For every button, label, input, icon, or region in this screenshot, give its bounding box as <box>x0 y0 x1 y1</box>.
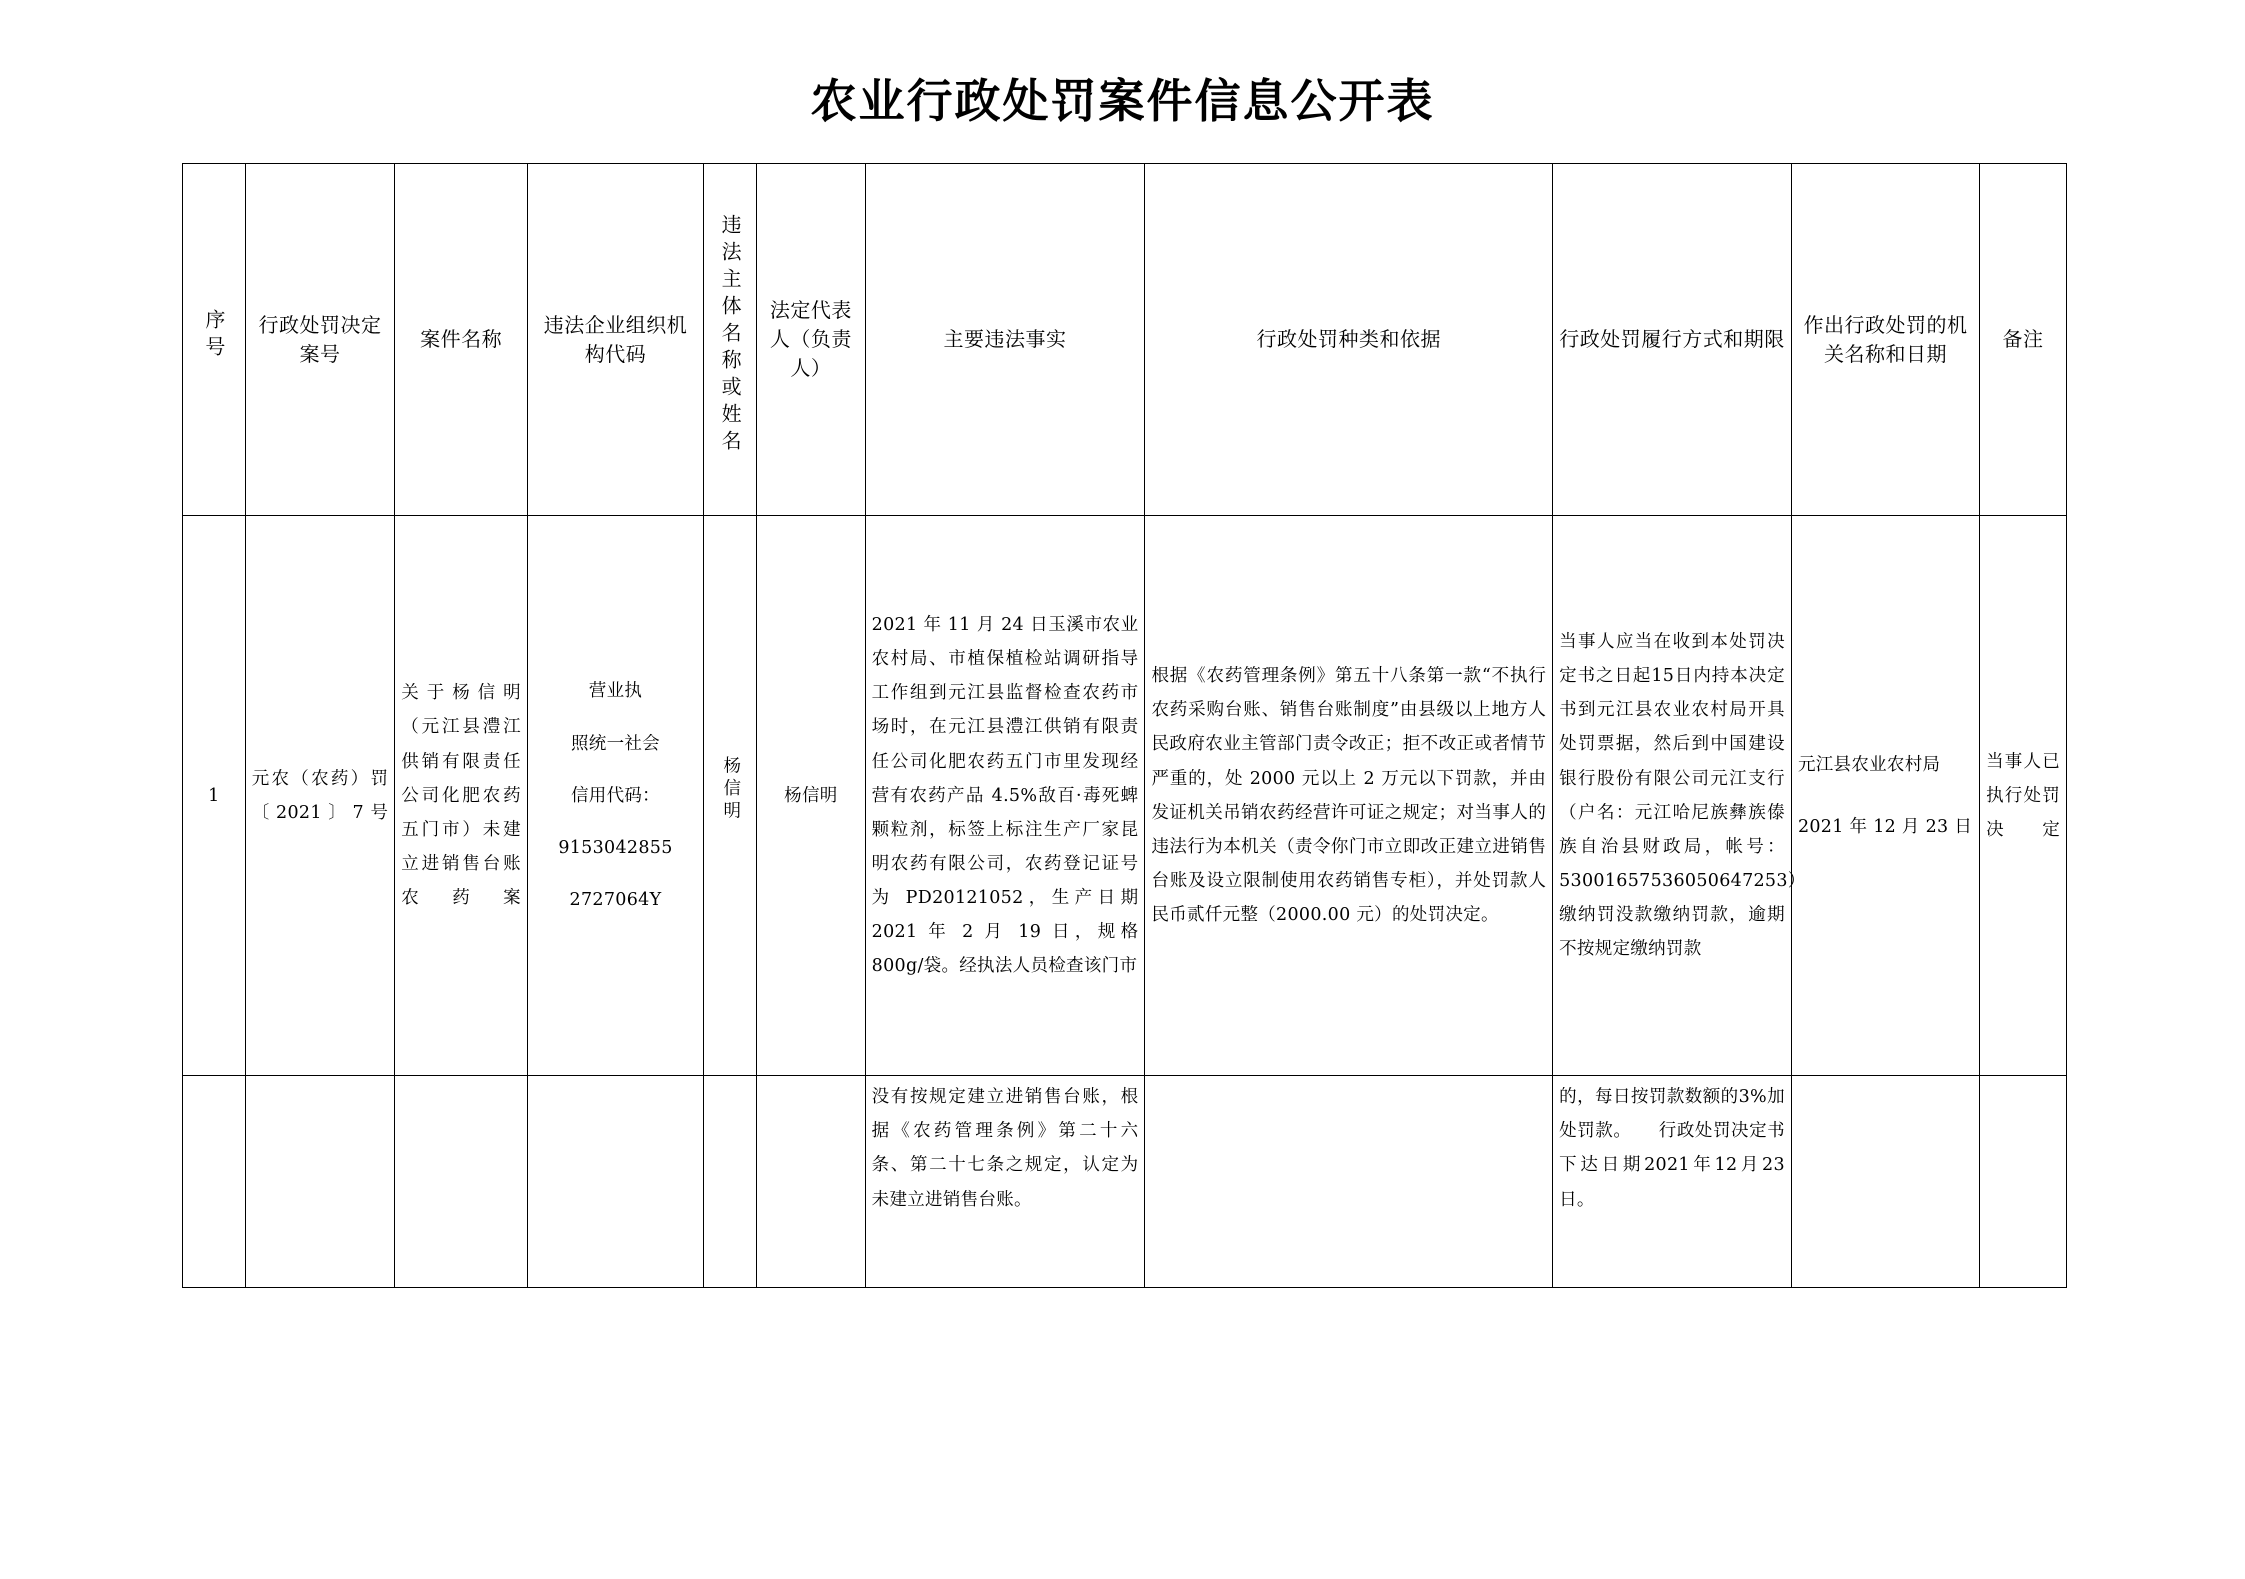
header-org-code <box>527 164 703 516</box>
penalty-disclosure-table <box>182 163 2067 1288</box>
cell-execution-cont: 的，每日按罚款数额的3%加处罚款。 行政处罚决定书下达日期2021年12月23日。 <box>1553 1076 1792 1288</box>
cell-subject-name-text: 杨信明 <box>720 755 741 824</box>
cell-decision-number: 元农（农药）罚〔2021〕7号 <box>245 516 395 1076</box>
cell-remark: 当事人已执行处罚决定 <box>1980 516 2067 1076</box>
header-penalty-type-label: 行政处罚种类和依据 <box>1256 327 1442 352</box>
header-remark <box>1980 164 2067 516</box>
cell-subject-name <box>704 516 757 1076</box>
cell-subject-name-cont <box>704 1076 757 1288</box>
organ-name: 元江县农业农村局 <box>1797 754 1941 775</box>
header-decision-number-label: 行政处罚决定案号 <box>258 312 382 366</box>
cell-org-code <box>527 516 703 1076</box>
header-main-facts-label: 主要违法事实 <box>943 327 1067 352</box>
header-execution <box>1553 164 1792 516</box>
cell-org-code-cont <box>527 1076 703 1288</box>
cell-execution: 当事人应当在收到本处罚决定书之日起15日内持本决定书到元江县农业农村局开具处罚票据，然后到中国建设银行股份有限公司元江支行（户名：元江哈尼族彝族傣族自治县财政局，帐号：53001657536050647253）缴纳罚没款缴纳罚款，逾期不按规定缴纳罚款 <box>1553 516 1792 1076</box>
cell-decision-number-cont <box>245 1076 395 1288</box>
header-legal-rep <box>757 164 866 516</box>
header-row <box>183 164 2067 516</box>
table-container <box>0 163 2245 1288</box>
header-organ-label: 作出行政处罚的机关名称和日期 <box>1803 312 1968 366</box>
organ-date: 2021 年 12 月 23 日 <box>1797 816 1973 837</box>
header-index-label: 序号 <box>201 308 226 363</box>
header-org-code-label: 违法企业组织机构代码 <box>543 312 688 366</box>
header-main-facts <box>865 164 1145 516</box>
cell-index: 1 <box>183 516 246 1076</box>
cell-legal-rep-cont <box>757 1076 866 1288</box>
table-row <box>183 516 2067 1076</box>
org-code-line-1: 营业执 <box>588 681 643 702</box>
header-subject-name-label: 违法主体名称或姓名 <box>718 214 743 458</box>
header-index <box>183 164 246 516</box>
header-subject-name <box>704 164 757 516</box>
table-body <box>183 516 2067 1288</box>
org-code-line-5: 2727064Y <box>569 889 662 910</box>
org-code-line-3: 信用代码： <box>570 785 660 806</box>
cell-legal-rep: 杨信明 <box>757 516 866 1076</box>
header-penalty-type <box>1145 164 1553 516</box>
cell-organ-cont <box>1791 1076 1979 1288</box>
cell-case-name-cont <box>395 1076 528 1288</box>
cell-remark-cont <box>1980 1076 2067 1288</box>
header-case-name <box>395 164 528 516</box>
header-remark-label: 备注 <box>2002 327 2044 352</box>
org-code-line-2: 照统一社会 <box>570 733 660 754</box>
cell-case-name: 关于杨信明（元江县澧江供销有限责任公司化肥农药五门市）未建立进销售台账农药案 <box>395 516 528 1076</box>
cell-organ <box>1791 516 1979 1076</box>
cell-penalty-type-cont <box>1145 1076 1553 1288</box>
cell-main-facts-cont: 没有按规定建立进销售台账，根据《农药管理条例》第二十六条、第二十七条之规定，认定为未建立进销售台账。 <box>865 1076 1145 1288</box>
header-execution-label: 行政处罚履行方式和期限 <box>1559 327 1785 352</box>
header-decision-number <box>245 164 395 516</box>
header-case-name-label: 案件名称 <box>420 327 503 352</box>
header-legal-rep-label: 法定代表人（负责人） <box>769 298 852 381</box>
org-code-line-4: 9153042855 <box>558 837 673 858</box>
header-organ <box>1791 164 1979 516</box>
table-row-continuation <box>183 1076 2067 1288</box>
cell-main-facts: 2021 年 11 月 24 日玉溪市农业农村局、市植保植检站调研指导工作组到元江县监督检查农药市场时，在元江县澧江供销有限责任公司化肥农药五门市里发现经营有农药产品 4.5%敌百·毒死蜱颗粒剂，标签上标注生产厂家昆明农药有限公司，农药登记证号为 PD20121052，生产日期 2021 年 2 月 19 日，规格 800g/袋。经执法人员检查该门市 <box>865 516 1145 1076</box>
page-title: 农业行政处罚案件信息公开表 <box>810 74 1435 128</box>
cell-penalty-type: 根据《农药管理条例》第五十八条第一款“不执行农药采购台账、销售台账制度”由县级以上地方人民政府农业主管部门责令改正；拒不改正或者情节严重的，处 2000 元以上 2 万元以下罚款，并由发证机关吊销农药经营许可证之规定；对当事人的违法行为本机关（责令你门市立即改正建立进销售台账及设立限制使用农药销售专柜），并处罚款人民币贰仟元整（2000.00 元）的处罚决定。 <box>1145 516 1553 1076</box>
cell-index-cont <box>183 1076 246 1288</box>
table-header <box>183 164 2067 516</box>
